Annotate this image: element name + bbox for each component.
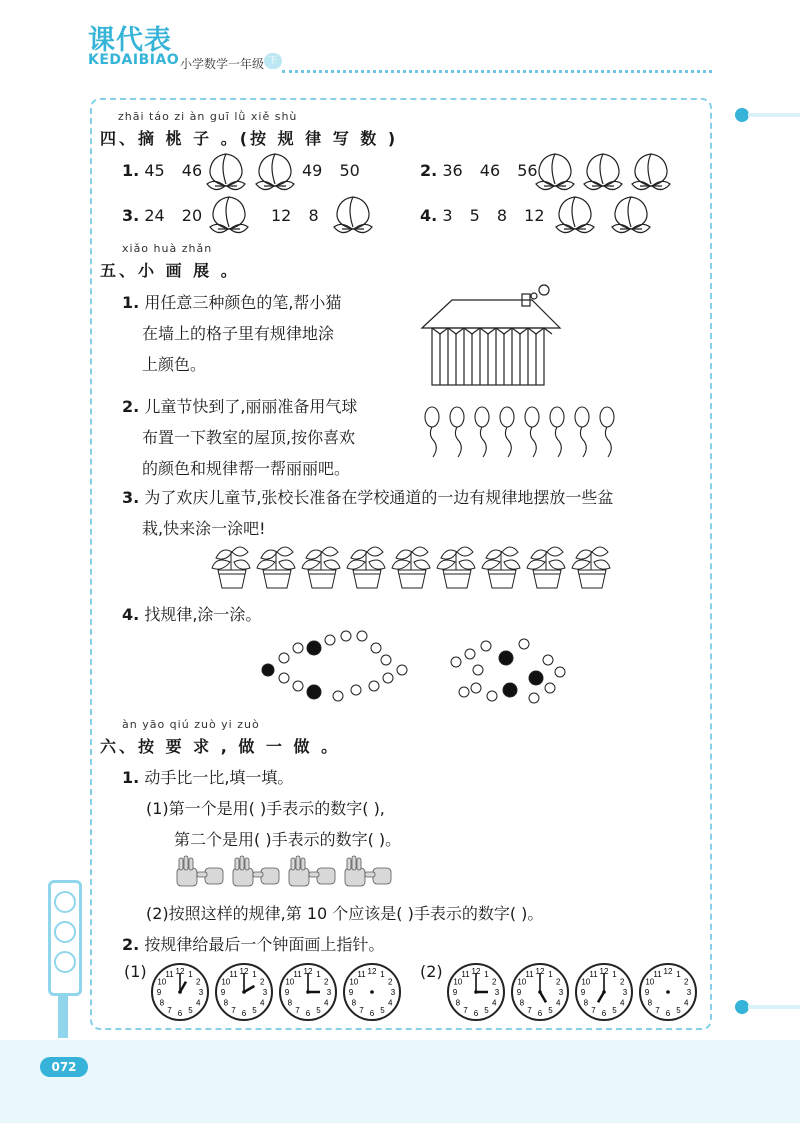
clock-face (576, 964, 632, 1020)
clock-digit: 6 (177, 1009, 183, 1018)
q4-3: 3. 24 20 (122, 206, 203, 225)
side-line (748, 113, 800, 117)
clock-digit: 12 (175, 967, 185, 976)
clock-group-2-label: (2) (420, 962, 443, 981)
clock-digit: 11 (653, 969, 662, 979)
clock-digit: 9 (644, 988, 650, 997)
clock-digit: 1 (484, 969, 489, 979)
brand-title: 课代表 (88, 25, 172, 56)
q5-2-text: 2. 儿童节快到了,丽丽准备用气球 布置一下教室的屋顶,按你喜欢 的颜色和规律帮一帮丽丽吧。 (122, 397, 358, 478)
clock-digit: 7 (359, 1006, 364, 1016)
clock-digit: 10 (645, 977, 655, 987)
grade-badge: 下 (264, 53, 282, 69)
clock-digit: 8 (223, 998, 229, 1008)
clock-face (512, 964, 568, 1020)
section5-pinyin: xiǎo huà zhǎn (122, 242, 213, 255)
clock-digit: 10 (285, 977, 295, 987)
clock-digit: 6 (473, 1009, 479, 1018)
clock-digit: 4 (195, 998, 201, 1008)
peach-icon[interactable] (608, 193, 654, 235)
section6-title: 六、按 要 求 , 做 一 做 。 (100, 737, 341, 756)
clock-digit: 2 (259, 977, 265, 987)
clock-digit: 10 (517, 977, 527, 987)
clock-digit: 7 (167, 1006, 172, 1016)
side-line (748, 1005, 800, 1009)
clock-digit: 3 (326, 988, 332, 997)
clock-digit: 11 (525, 969, 534, 979)
page-footer (0, 1040, 800, 1123)
clock-digit: 3 (686, 988, 692, 997)
clock-digit: 7 (463, 1006, 468, 1016)
peach-icon[interactable] (552, 193, 598, 235)
pin-icon (735, 1000, 749, 1014)
peach-icon[interactable] (330, 193, 376, 235)
clock-digit: 6 (305, 1009, 311, 1018)
clock-digit: 9 (156, 988, 162, 997)
clock-digit: 4 (683, 998, 689, 1008)
clock-digit: 2 (387, 977, 393, 987)
clock-digit: 7 (295, 1006, 300, 1016)
clock-digit: 1 (188, 969, 193, 979)
clock-digit: 10 (221, 977, 231, 987)
q6-1-line3: (2)按照这样的规律,第 10 个应该是( )手表示的数字( )。 (146, 904, 544, 923)
clock-digit: 10 (581, 977, 591, 987)
section6-pinyin: àn yāo qiú zuò yi zuò (122, 718, 260, 731)
clock-digit: 8 (287, 998, 293, 1008)
clock-digit: 11 (589, 969, 598, 979)
peach-icon[interactable] (628, 150, 674, 192)
clock-digit: 9 (348, 988, 354, 997)
hand-gestures (175, 854, 405, 894)
clock-digit: 6 (601, 1009, 607, 1018)
clock-digit: 6 (241, 1009, 247, 1018)
clock-digit: 11 (229, 969, 238, 979)
clock-digit: 4 (259, 998, 265, 1008)
peach-icon[interactable] (206, 193, 252, 235)
q4-3-d: 8 (308, 206, 319, 225)
clock-face (280, 964, 336, 1020)
clock-digit: 9 (516, 988, 522, 997)
clock-digit: 3 (494, 988, 500, 997)
traffic-light-pole (58, 993, 68, 1038)
section5-title: 五、小 画 展 。 (100, 261, 240, 280)
clock-digit: 5 (612, 1006, 617, 1016)
clock-digit: 11 (357, 969, 366, 979)
clock-digit: 5 (548, 1006, 553, 1016)
clock-digit: 8 (583, 998, 589, 1008)
q5-1-text: 1. 用任意三种颜色的笔,帮小猫 在墙上的格子里有规律地涂 上颜色。 (122, 293, 342, 374)
clock-digit: 1 (316, 969, 321, 979)
q4-4: 4. 3 5 8 12 (420, 206, 545, 225)
clock-digit: 8 (159, 998, 165, 1008)
clock-digit: 10 (349, 977, 359, 987)
clock-digit: 3 (198, 988, 204, 997)
clock-digit: 7 (591, 1006, 596, 1016)
q4-1-c: 49 (302, 161, 323, 180)
clock-face[interactable] (344, 964, 400, 1020)
clock-digit: 8 (647, 998, 653, 1008)
clock-faces[interactable] (148, 957, 708, 1027)
clock-digit: 11 (293, 969, 302, 979)
traffic-light-icon (48, 880, 82, 996)
clock-digit: 2 (491, 977, 497, 987)
clock-digit: 12 (599, 967, 609, 976)
clock-digit: 1 (548, 969, 553, 979)
clock-digit: 9 (452, 988, 458, 997)
clock-digit: 9 (220, 988, 226, 997)
clock-digit: 5 (188, 1006, 193, 1016)
q5-3-text: 3. 为了欢庆儿童节,张校长准备在学校通道的一边有规律地摆放一些盆 栽,快来涂一涂吧! (122, 488, 614, 538)
clock-digit: 8 (455, 998, 461, 1008)
q5-4-text: 4. 找规律,涂一涂。 (122, 605, 262, 624)
potted-plants[interactable] (210, 544, 620, 592)
peach-icon[interactable] (252, 150, 298, 192)
clock-face (448, 964, 504, 1020)
clock-digit: 5 (484, 1006, 489, 1016)
q6-1-line2: 第二个是用( )手表示的数字( )。 (174, 830, 402, 849)
clock-digit: 2 (195, 977, 201, 987)
clock-digit: 1 (380, 969, 385, 979)
clock-digit: 6 (369, 1009, 375, 1018)
bead-diamond-2[interactable] (448, 632, 568, 712)
q4-1-d: 50 (339, 161, 360, 180)
clock-digit: 12 (535, 967, 545, 976)
clock-digit: 10 (453, 977, 463, 987)
clock-digit: 12 (303, 967, 313, 976)
clock-digit: 12 (471, 967, 481, 976)
clock-digit: 4 (387, 998, 393, 1008)
clock-digit: 3 (622, 988, 628, 997)
clock-digit: 3 (390, 988, 396, 997)
clock-digit: 8 (351, 998, 357, 1008)
clock-digit: 5 (316, 1006, 321, 1016)
clock-digit: 6 (665, 1009, 671, 1018)
clock-digit: 4 (323, 998, 329, 1008)
section4-title: 四、摘 桃 子 。(按 规 律 写 数 ) (100, 129, 399, 148)
grade-label: 小学数学一年级 (180, 57, 265, 71)
house-wall-grid[interactable] (418, 278, 568, 388)
q6-1-title: 1. 动手比一比,填一填。 (122, 768, 294, 787)
clock-digit: 7 (527, 1006, 532, 1016)
clock-digit: 12 (663, 967, 673, 976)
clock-digit: 8 (519, 998, 525, 1008)
clock-digit: 4 (555, 998, 561, 1008)
clock-digit: 4 (491, 998, 497, 1008)
clock-face[interactable] (640, 964, 696, 1020)
clock-digit: 1 (612, 969, 617, 979)
clock-digit: 2 (683, 977, 689, 987)
clock-digit: 11 (461, 969, 470, 979)
balloons[interactable] (420, 405, 620, 465)
pin-icon (735, 108, 749, 122)
clock-face (216, 964, 272, 1020)
header-divider (282, 70, 712, 73)
q6-1-line1: (1)第一个是用( )手表示的数字( ), (146, 799, 385, 818)
clock-digit: 3 (262, 988, 268, 997)
peach-icon[interactable] (532, 150, 578, 192)
clock-digit: 1 (252, 969, 257, 979)
clock-digit: 2 (619, 977, 625, 987)
q4-2: 2. 36 46 56 (420, 161, 538, 180)
brand-latin: KEDAIBIAO (88, 52, 180, 68)
clock-digit: 12 (367, 967, 377, 976)
page-number: 072 (40, 1057, 88, 1077)
q4-1: 1. 45 46 (122, 161, 203, 180)
clock-digit: 12 (239, 967, 249, 976)
clock-digit: 5 (676, 1006, 681, 1016)
clock-digit: 5 (252, 1006, 257, 1016)
clock-digit: 4 (619, 998, 625, 1008)
clock-digit: 2 (555, 977, 561, 987)
peach-icon[interactable] (580, 150, 626, 192)
clock-digit: 1 (676, 969, 681, 979)
peach-icon[interactable] (203, 150, 249, 192)
q6-2-title: 2. 按规律给最后一个钟面画上指针。 (122, 935, 385, 954)
clock-digit: 5 (380, 1006, 385, 1016)
clock-digit: 3 (558, 988, 564, 997)
clock-digit: 9 (580, 988, 586, 997)
clock-face (152, 964, 208, 1020)
clock-group-1-label: (1) (124, 962, 147, 981)
clock-digit: 7 (655, 1006, 660, 1016)
clock-digit: 10 (157, 977, 167, 987)
clock-digit: 7 (231, 1006, 236, 1016)
q4-3-c: 12 (271, 206, 292, 225)
section4-pinyin: zhāi táo zi àn guī lǜ xiě shù (118, 110, 298, 123)
clock-digit: 9 (284, 988, 290, 997)
bead-diamond-1[interactable] (258, 628, 410, 706)
clock-digit: 6 (537, 1009, 543, 1018)
clock-digit: 2 (323, 977, 329, 987)
clock-digit: 11 (165, 969, 174, 979)
